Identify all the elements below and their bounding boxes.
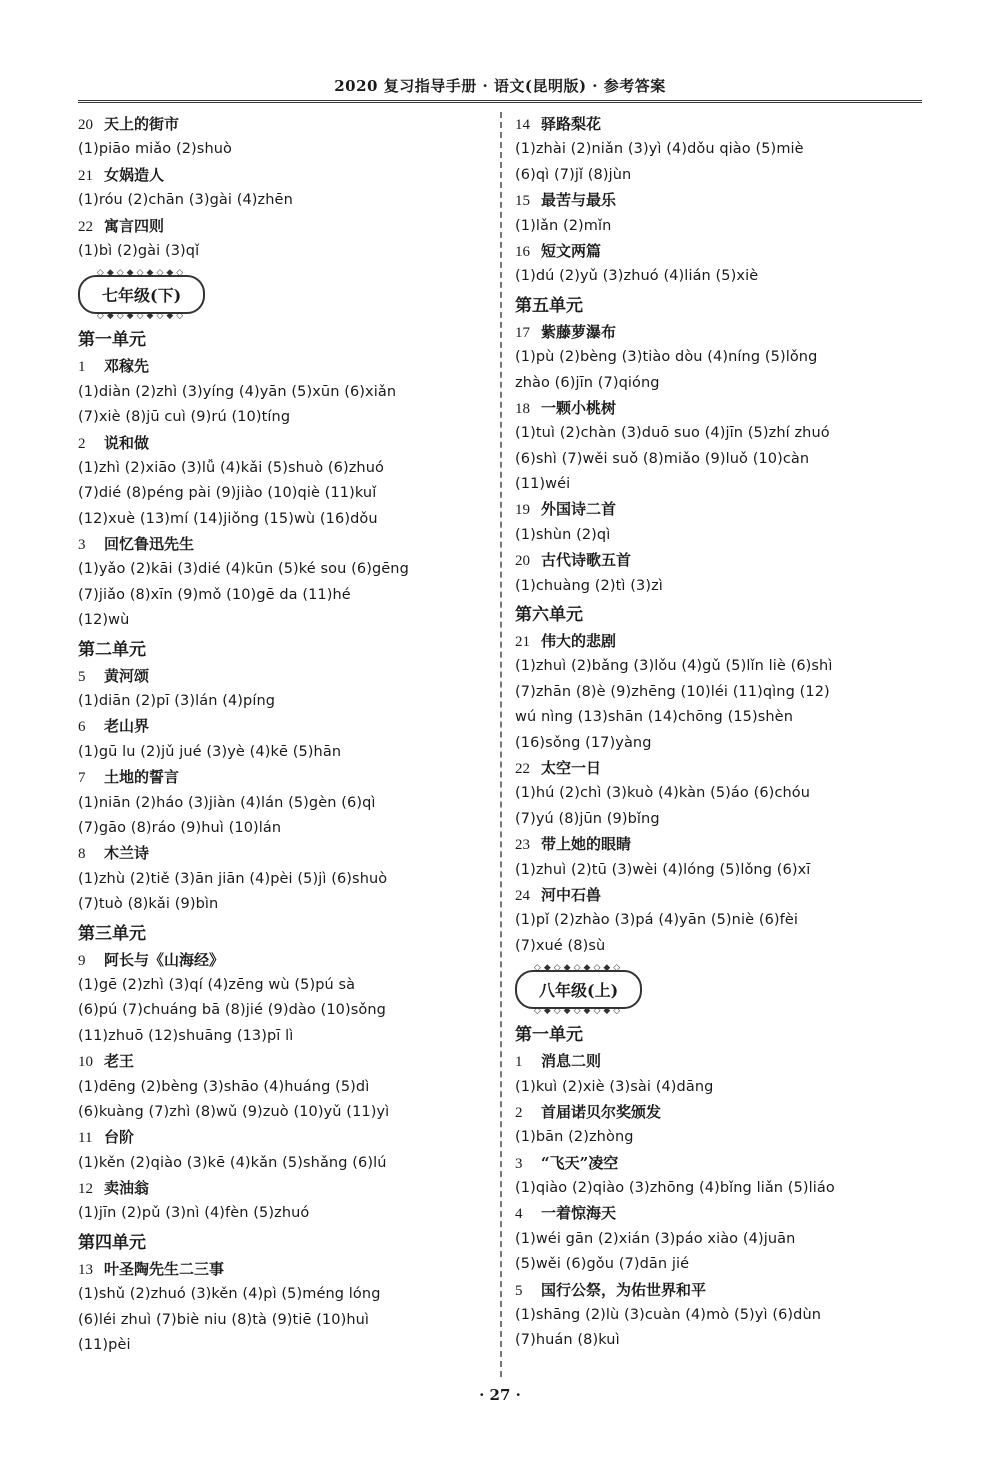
lesson-heading bbox=[515, 1201, 930, 1226]
answer-line: (6)léi zhuì (7)biè niu (8)tà (9)tiē (10)huì bbox=[78, 1311, 370, 1328]
lesson-title: 卖油翁 bbox=[104, 1179, 150, 1198]
answer-line: (1)zhuì (2)bǎng (3)lǒu (4)gǔ (5)lǐn liè (6)shì bbox=[515, 658, 833, 675]
lesson-heading bbox=[515, 320, 930, 345]
lesson-title: 古代诗歌五首 bbox=[541, 551, 632, 570]
lesson-number: 5 bbox=[515, 1282, 523, 1299]
lesson-number: 13 bbox=[78, 1261, 93, 1278]
lesson-heading bbox=[515, 548, 930, 573]
lesson-number: 14 bbox=[515, 117, 530, 133]
lesson-heading bbox=[515, 239, 930, 264]
lesson-title: 河中石兽 bbox=[541, 885, 602, 904]
lesson-heading bbox=[515, 832, 930, 857]
lesson-title: 最苦与最乐 bbox=[541, 191, 617, 210]
lesson-number: 23 bbox=[515, 837, 530, 854]
answer-line: (6)pú (7)chuáng bā (8)jié (9)dào (10)sǒng bbox=[78, 1002, 386, 1019]
lesson-heading bbox=[78, 664, 488, 689]
lesson-heading bbox=[78, 948, 488, 973]
answer-line: (1)bì (2)gài (3)qǐ bbox=[78, 242, 200, 259]
lesson-heading bbox=[515, 112, 930, 137]
lesson-heading bbox=[78, 765, 488, 790]
grade-label: ◇◆◇◆◇◆◇◆◇ 八年级(上) ◇◆◇◆◇◆◇◆◇ bbox=[515, 970, 642, 1009]
answer-line: (7)dié (8)péng pài (9)jiào (10)qiè (11)kuǐ bbox=[78, 485, 377, 502]
lesson-heading bbox=[515, 497, 930, 522]
grade-banner bbox=[78, 264, 488, 324]
lesson-title: “飞天”凌空 bbox=[541, 1153, 619, 1172]
lesson-number: 20 bbox=[515, 553, 530, 570]
lesson-number: 21 bbox=[78, 167, 93, 184]
lesson-title: 木兰诗 bbox=[104, 844, 150, 863]
lesson-heading bbox=[78, 112, 488, 137]
lesson-number: 10 bbox=[78, 1054, 93, 1071]
answer-line: (1)róu (2)chān (3)gài (4)zhēn bbox=[78, 192, 293, 209]
lesson-heading bbox=[78, 1176, 488, 1201]
lesson-title: 黄河颂 bbox=[104, 666, 150, 685]
lesson-title: 紫藤萝瀑布 bbox=[541, 322, 617, 341]
lesson-title: 消息二则 bbox=[541, 1052, 602, 1071]
lesson-number: 21 bbox=[515, 634, 530, 651]
lesson-title: 老山界 bbox=[104, 717, 150, 736]
answer-line: (1)zhài (2)niǎn (3)yì (4)dǒu qiào (5)miè bbox=[515, 141, 804, 158]
answer-line: (1)lǎn (2)mǐn bbox=[515, 217, 612, 234]
lesson-number: 7 bbox=[78, 770, 86, 787]
lesson-heading bbox=[515, 1100, 930, 1125]
answer-line: (11)pèi bbox=[78, 1337, 131, 1354]
answer-line: (1)shùn (2)qì bbox=[515, 526, 611, 543]
lesson-title: 一着惊海天 bbox=[541, 1204, 617, 1223]
lesson-title: 老王 bbox=[104, 1052, 135, 1071]
answer-line: (6)shì (7)wěi suǒ (8)miǎo (9)luǒ (10)càn bbox=[515, 450, 810, 467]
unit-heading: 第一单元 bbox=[78, 330, 146, 351]
answer-line: (1)gū lu (2)jǔ jué (3)yè (4)kē (5)hān bbox=[78, 743, 342, 760]
lesson-number: 1 bbox=[78, 359, 86, 376]
lesson-heading bbox=[515, 756, 930, 781]
lesson-heading bbox=[78, 532, 488, 557]
answer-line: (1)dú (2)yǔ (3)zhuó (4)lián (5)xiè bbox=[515, 268, 759, 285]
answer-line: (1)yǎo (2)kāi (3)dié (4)kūn (5)ké sou (6)gēng bbox=[78, 561, 409, 578]
answer-line: (1)tuì (2)chàn (3)duō suo (4)jīn (5)zhí zhuó bbox=[515, 425, 830, 442]
answer-line: (5)wěi (6)gǒu (7)dān jié bbox=[515, 1256, 690, 1273]
lesson-title: 首届诺贝尔奖颁发 bbox=[541, 1102, 662, 1121]
lesson-number: 19 bbox=[515, 502, 530, 519]
lesson-heading bbox=[515, 396, 930, 421]
lesson-number: 6 bbox=[78, 719, 86, 736]
lesson-title: 天上的街市 bbox=[104, 115, 180, 133]
lesson-heading bbox=[78, 1257, 488, 1282]
answer-line: (1)diān (2)pī (3)lán (4)píng bbox=[78, 693, 276, 710]
unit-heading: 第五单元 bbox=[515, 295, 583, 316]
right-column bbox=[515, 112, 930, 1354]
answer-line: (1)wéi gān (2)xián (3)páo xiào (4)juān bbox=[515, 1230, 796, 1247]
answer-line: (1)qiào (2)qiào (3)zhōng (4)bǐng liǎn (5)liáo bbox=[515, 1180, 835, 1197]
lesson-title: 国行公祭，为佑世界和平 bbox=[541, 1280, 707, 1299]
answer-line: (1)zhì (2)xiāo (3)lǚ (4)kǎi (5)shuò (6)zhuó bbox=[78, 459, 384, 476]
lesson-title: 外国诗二首 bbox=[541, 500, 617, 519]
lesson-title: 回忆鲁迅先生 bbox=[104, 535, 195, 554]
lesson-title: 说和做 bbox=[104, 433, 150, 452]
page-header: 2020 复习指导手册 · 语文(昆明版) · 参考答案 bbox=[78, 74, 922, 103]
answer-line: (1)kěn (2)qiào (3)kē (4)kǎn (5)shǎng (6)lú bbox=[78, 1154, 387, 1171]
unit-heading: 第一单元 bbox=[515, 1025, 583, 1046]
lesson-number: 17 bbox=[515, 324, 530, 341]
lesson-number: 18 bbox=[515, 400, 530, 417]
answer-line: (1)pù (2)bèng (3)tiào dòu (4)níng (5)lǒng bbox=[515, 349, 818, 366]
lesson-number: 2 bbox=[78, 435, 86, 452]
unit-heading: 第六单元 bbox=[515, 605, 583, 626]
answer-line: (7)xué (8)sù bbox=[515, 937, 606, 954]
lesson-heading bbox=[78, 841, 488, 866]
lesson-number: 12 bbox=[78, 1181, 93, 1198]
column-divider bbox=[500, 112, 502, 1377]
lesson-heading bbox=[78, 1125, 488, 1150]
lesson-title: 女娲造人 bbox=[104, 165, 165, 184]
lesson-title: 叶圣陶先生二三事 bbox=[104, 1259, 225, 1278]
left-column bbox=[78, 112, 488, 1358]
answer-line: (1)diàn (2)zhì (3)yíng (4)yān (5)xūn (6)xiǎn bbox=[78, 383, 397, 400]
answer-line: (7)jiǎo (8)xīn (9)mǒ (10)gē da (11)hé bbox=[78, 586, 351, 603]
answer-line: (1)zhù (2)tiě (3)ān jiān (4)pèi (5)jì (6)shuò bbox=[78, 870, 388, 887]
lesson-title: 阿长与《山海经》 bbox=[104, 950, 225, 969]
lesson-heading bbox=[515, 1278, 930, 1303]
answer-line: (6)qì (7)jǐ (8)jùn bbox=[515, 166, 632, 183]
answer-line: (1)gē (2)zhì (3)qí (4)zēng wù (5)pú sà bbox=[78, 976, 356, 993]
lesson-heading bbox=[515, 629, 930, 654]
answer-line: (1)kuì (2)xiè (3)sài (4)dāng bbox=[515, 1078, 714, 1095]
lesson-heading bbox=[78, 1049, 488, 1074]
lesson-number: 22 bbox=[515, 760, 530, 777]
lesson-number: 3 bbox=[78, 537, 86, 554]
answer-line: (1)shǔ (2)zhuó (3)kěn (4)pì (5)méng lóng bbox=[78, 1286, 381, 1303]
answer-line: (6)kuàng (7)zhì (8)wǔ (9)zuò (10)yǔ (11)yì bbox=[78, 1103, 390, 1120]
lesson-title: 邓稼先 bbox=[104, 357, 150, 376]
answer-line: (1)zhuì (2)tū (3)wèi (4)lóng (5)lǒng (6)xī bbox=[515, 861, 811, 878]
answer-line: (1)pǐ (2)zhào (3)pá (4)yān (5)niè (6)fèi bbox=[515, 912, 799, 929]
lesson-title: 伟大的悲剧 bbox=[541, 632, 617, 651]
answer-line: (1)jīn (2)pǔ (3)nì (4)fèn (5)zhuó bbox=[78, 1205, 310, 1222]
answer-line: (1)piāo miǎo (2)shuò bbox=[78, 141, 233, 158]
answer-line: wú nìng (13)shān (14)chōng (15)shèn bbox=[515, 709, 793, 726]
answer-line: (1)niān (2)háo (3)jiàn (4)lán (5)gèn (6)qì bbox=[78, 794, 376, 811]
answer-line: (7)huán (8)kuì bbox=[515, 1332, 620, 1349]
answer-line: zhào (6)jīn (7)qióng bbox=[515, 374, 660, 391]
lesson-number: 15 bbox=[515, 193, 530, 210]
lesson-title: 土地的誓言 bbox=[104, 768, 180, 787]
answer-line: (7)yú (8)jūn (9)bǐng bbox=[515, 810, 660, 827]
lesson-heading bbox=[78, 714, 488, 739]
answer-line: (11)wéi bbox=[515, 476, 571, 493]
lesson-heading bbox=[78, 163, 488, 188]
lesson-title: 短文两篇 bbox=[541, 241, 602, 260]
lesson-heading bbox=[78, 354, 488, 379]
lesson-number: 3 bbox=[515, 1155, 523, 1172]
lesson-number: 20 bbox=[78, 117, 93, 133]
answer-line: (7)xiè (8)jū cuì (9)rú (10)tíng bbox=[78, 409, 291, 426]
lesson-number: 11 bbox=[78, 1130, 93, 1147]
lesson-number: 2 bbox=[515, 1104, 523, 1121]
unit-heading: 第三单元 bbox=[78, 923, 146, 944]
lesson-title: 一颗小桃树 bbox=[541, 398, 617, 417]
answer-line: (16)sǒng (17)yàng bbox=[515, 734, 652, 751]
lesson-number: 8 bbox=[78, 846, 86, 863]
answer-line: (12)wù bbox=[78, 612, 130, 629]
unit-heading: 第二单元 bbox=[78, 639, 146, 660]
grade-banner bbox=[515, 959, 930, 1019]
page-number: · 27 · bbox=[479, 1386, 521, 1404]
answer-line: (1)hú (2)chì (3)kuò (4)kàn (5)áo (6)chóu bbox=[515, 785, 811, 802]
lesson-number: 22 bbox=[78, 218, 93, 235]
lesson-number: 4 bbox=[515, 1206, 523, 1223]
answer-line: (11)zhuō (12)shuāng (13)pī lì bbox=[78, 1027, 294, 1044]
lesson-title: 寓言四则 bbox=[104, 216, 165, 235]
answer-line: (1)dēng (2)bèng (3)shāo (4)huáng (5)dì bbox=[78, 1078, 370, 1095]
answer-line: (7)zhān (8)è (9)zhēng (10)léi (11)qìng (12) bbox=[515, 683, 830, 700]
lesson-number: 24 bbox=[515, 887, 530, 904]
lesson-number: 5 bbox=[78, 668, 86, 685]
lesson-heading bbox=[515, 1151, 930, 1176]
lesson-heading bbox=[515, 188, 930, 213]
answer-line: (1)bān (2)zhòng bbox=[515, 1129, 634, 1146]
lesson-number: 9 bbox=[78, 952, 86, 969]
lesson-number: 1 bbox=[515, 1054, 523, 1071]
unit-heading: 第四单元 bbox=[78, 1232, 146, 1253]
lesson-heading bbox=[78, 214, 488, 239]
lesson-title: 驿路梨花 bbox=[541, 115, 602, 133]
answer-line: (1)chuàng (2)tì (3)zì bbox=[515, 577, 663, 594]
lesson-heading bbox=[78, 431, 488, 456]
answer-line: (12)xuè (13)mí (14)jiǒng (15)wù (16)dǒu bbox=[78, 510, 378, 527]
answer-line: (1)shāng (2)lù (3)cuàn (4)mò (5)yì (6)dùn bbox=[515, 1307, 822, 1324]
lesson-title: 太空一日 bbox=[541, 758, 602, 777]
grade-label: ◇◆◇◆◇◆◇◆◇ 七年级(下) ◇◆◇◆◇◆◇◆◇ bbox=[78, 275, 205, 314]
lesson-heading bbox=[515, 1049, 930, 1074]
lesson-title: 带上她的眼睛 bbox=[541, 835, 632, 854]
answer-line: (7)tuò (8)kǎi (9)bìn bbox=[78, 896, 219, 913]
lesson-heading bbox=[515, 883, 930, 908]
lesson-number: 16 bbox=[515, 243, 530, 260]
answer-line: (7)gāo (8)ráo (9)huì (10)lán bbox=[78, 819, 282, 836]
lesson-title: 台阶 bbox=[104, 1128, 135, 1147]
